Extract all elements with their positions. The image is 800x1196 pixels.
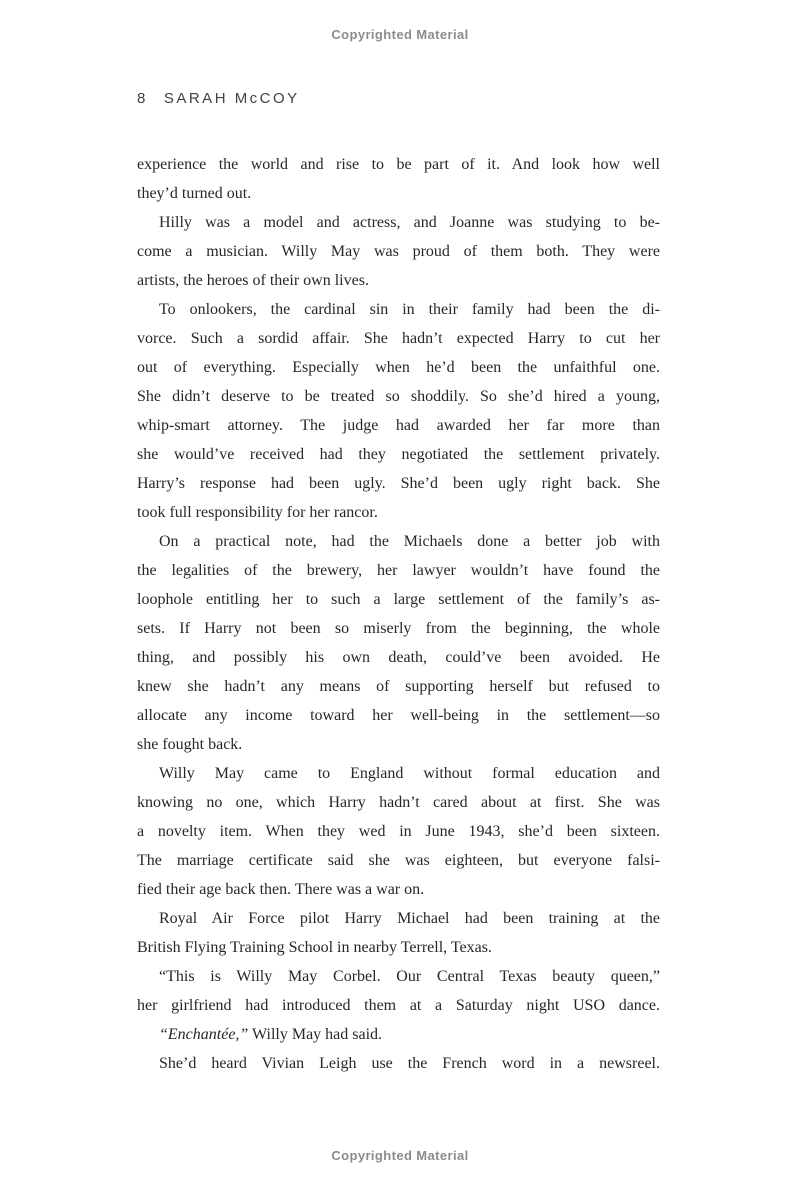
text-line xyxy=(137,179,660,208)
text-segment: “This is Willy May Corbel. Our Central Texas beauty queen,” xyxy=(159,968,660,985)
text-segment: Harry’s response had been ugly. She’d been ugly right back. She xyxy=(137,475,660,492)
text-segment: Willy May came to England without formal education and xyxy=(159,765,660,782)
text-segment: She didn’t deserve to be treated so shoddily. So she’d hired a young, xyxy=(137,388,660,405)
text-line xyxy=(137,672,660,701)
text-segment: On a practical note, had the Michaels done a better job with xyxy=(159,533,660,550)
text-segment: out of everything. Especially when he’d been the unfaithful one. xyxy=(137,359,660,376)
author-name: SARAH McCOY xyxy=(163,90,300,107)
text-line xyxy=(137,962,660,991)
paragraph xyxy=(137,904,660,962)
text-segment: sets. If Harry not been so miserly from the beginning, the whole xyxy=(137,620,660,637)
text-line xyxy=(137,411,660,440)
text-segment: her girlfriend had introduced them at a Saturday night USO dance. xyxy=(137,997,660,1014)
text-segment: thing, and possibly his own death, could’ve been avoided. He xyxy=(137,649,660,666)
text-line xyxy=(137,643,660,672)
text-segment: experience the world and rise to be part of it. And look how well xyxy=(137,156,660,173)
text-line xyxy=(137,382,660,411)
text-line xyxy=(137,730,660,759)
text-segment: knew she hadn’t any means of supporting herself but refused to xyxy=(137,678,660,695)
text-segment: To onlookers, the cardinal sin in their family had been the di- xyxy=(159,301,660,318)
text-segment: she would’ve received had they negotiated the settlement privately. xyxy=(137,446,660,463)
text-segment: loophole entitling her to such a large settlement of the family’s as- xyxy=(137,591,660,608)
copyright-notice-bottom: Copyrighted Material xyxy=(331,1148,469,1163)
text-line xyxy=(137,933,660,962)
text-line xyxy=(137,208,660,237)
italic-text: “Enchantée,” xyxy=(159,1026,249,1043)
text-line xyxy=(137,498,660,527)
text-segment: allocate any income toward her well-being in the settlement—so xyxy=(137,707,660,724)
text-segment: knowing no one, which Harry hadn’t cared about at first. She was xyxy=(137,794,660,811)
text-line xyxy=(137,1049,660,1078)
paragraph xyxy=(137,208,660,295)
text-line xyxy=(137,295,660,324)
page-number: 8 xyxy=(137,90,148,107)
text-line xyxy=(137,527,660,556)
text-line xyxy=(137,150,660,179)
text-line xyxy=(137,1020,660,1049)
paragraph xyxy=(137,527,660,759)
text-line xyxy=(137,266,660,295)
text-segment: a novelty item. When they wed in June 1943, she’d been sixteen. xyxy=(137,823,660,840)
text-line xyxy=(137,556,660,585)
text-segment: British Flying Training School in nearby Terrell, Texas. xyxy=(137,939,492,956)
body-text xyxy=(137,150,660,1078)
text-segment: took full responsibility for her rancor. xyxy=(137,504,378,521)
paragraph xyxy=(137,1020,660,1049)
text-segment: Willy May had said. xyxy=(248,1026,383,1043)
text-line xyxy=(137,904,660,933)
text-segment: she fought back. xyxy=(137,736,243,753)
text-line xyxy=(137,614,660,643)
text-line xyxy=(137,440,660,469)
text-line xyxy=(137,585,660,614)
text-segment: they’d turned out. xyxy=(137,185,252,202)
text-segment: fied their age back then. There was a war on. xyxy=(137,881,425,898)
text-segment: The marriage certificate said she was eighteen, but everyone falsi- xyxy=(137,852,660,869)
text-line xyxy=(137,875,660,904)
paragraph xyxy=(137,150,660,208)
copyright-notice-top: Copyrighted Material xyxy=(331,27,469,42)
paragraph xyxy=(137,1049,660,1078)
text-line xyxy=(137,353,660,382)
text-segment: vorce. Such a sordid affair. She hadn’t expected Harry to cut her xyxy=(137,330,660,347)
text-segment: artists, the heroes of their own lives. xyxy=(137,272,369,289)
text-line xyxy=(137,469,660,498)
running-header xyxy=(137,90,300,107)
text-segment: She’d heard Vivian Leigh use the French word in a newsreel. xyxy=(159,1055,660,1072)
text-line xyxy=(137,991,660,1020)
text-segment: the legalities of the brewery, her lawyer wouldn’t have found the xyxy=(137,562,660,579)
paragraph xyxy=(137,295,660,527)
paragraph xyxy=(137,759,660,904)
text-segment: Hilly was a model and actress, and Joanne was studying to be- xyxy=(159,214,660,231)
text-line xyxy=(137,846,660,875)
text-line xyxy=(137,817,660,846)
text-segment: whip-smart attorney. The judge had awarded her far more than xyxy=(137,417,660,434)
text-segment: come a musician. Willy May was proud of them both. They were xyxy=(137,243,660,260)
text-line xyxy=(137,324,660,353)
text-line xyxy=(137,701,660,730)
text-line xyxy=(137,237,660,266)
text-segment: Royal Air Force pilot Harry Michael had been training at the xyxy=(159,910,660,927)
text-line xyxy=(137,759,660,788)
paragraph xyxy=(137,962,660,1020)
text-line xyxy=(137,788,660,817)
